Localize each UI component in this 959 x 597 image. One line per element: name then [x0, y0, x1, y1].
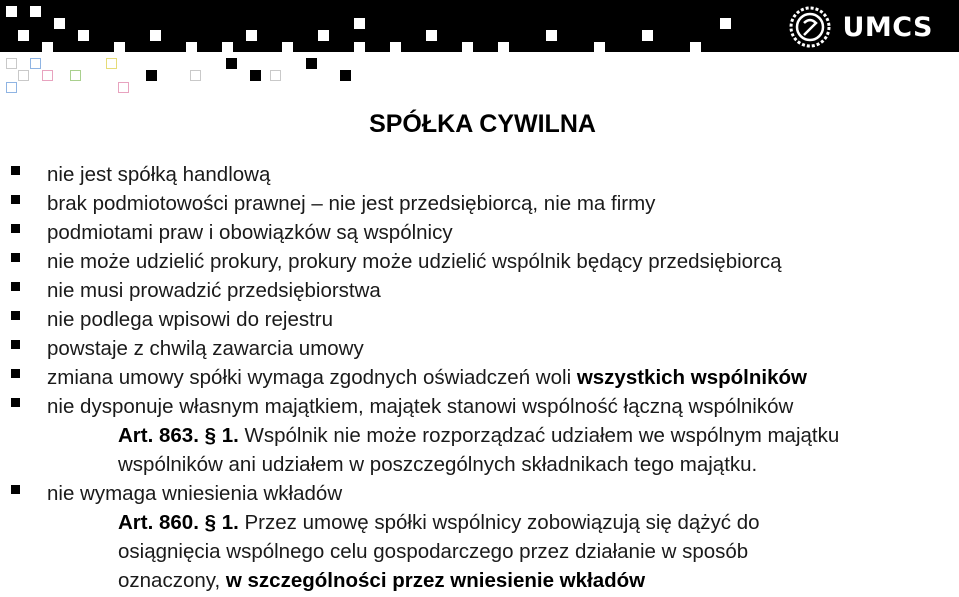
list-item: nie podlega wpisowi do rejestru — [0, 305, 959, 334]
brand-text: UMCS — [842, 11, 933, 43]
article-863: Art. 863. § 1. Wspólnik nie może rozporządzać udziałem we wspólnym majątku — [118, 424, 840, 447]
list-item: podmiotami praw i obowiązków są wspólnicy — [0, 218, 959, 247]
article-860-cont: oznaczony, w szczególności przez wniesienie wkładów — [118, 569, 646, 592]
list-item: zmiana umowy spółki wymaga zgodnych oświadczeń woli wszystkich wspólników — [0, 363, 959, 392]
list-item: nie dysponuje własnym majątkiem, majątek stanowi wspólność łączną wspólników — [0, 392, 959, 421]
bullet-list — [0, 160, 959, 595]
list-item: nie musi prowadzić przedsiębiorstwa — [0, 276, 959, 305]
bullet-icon — [11, 166, 20, 175]
list-item: nie jest spółką handlową — [0, 160, 959, 189]
bullet-icon — [11, 282, 20, 291]
list-item: nie może udzielić prokury, prokury może udzielić wspólnik będący przedsiębiorcą — [0, 247, 959, 276]
bullet-icon — [11, 195, 20, 204]
bullet-icon — [11, 340, 20, 349]
list-item: nie wymaga wniesienia wkładów — [0, 479, 959, 508]
umcs-emblem-icon — [788, 5, 832, 49]
bullet-icon — [11, 311, 20, 320]
umcs-logo — [788, 6, 933, 48]
bullet-icon — [11, 485, 20, 494]
bullet-icon — [11, 253, 20, 262]
bullet-icon — [11, 398, 20, 407]
list-item: brak podmiotowości prawnej – nie jest przedsiębiorcą, nie ma firmy — [0, 189, 959, 218]
article-860: Art. 860. § 1. Przez umowę spółki wspólnicy zobowiązują się dążyć do — [118, 511, 760, 534]
page-title: SPÓŁKA CYWILNA — [369, 110, 596, 138]
article-863-cont: wspólników ani udziałem w poszczególnych składnikach tego majątku. — [118, 453, 758, 476]
bullet-icon — [11, 224, 20, 233]
bullet-icon — [11, 369, 20, 378]
list-item: powstaje z chwilą zawarcia umowy — [0, 334, 959, 363]
article-860-cont: osiągnięcia wspólnego celu gospodarczego przez działanie w sposób — [118, 540, 749, 563]
